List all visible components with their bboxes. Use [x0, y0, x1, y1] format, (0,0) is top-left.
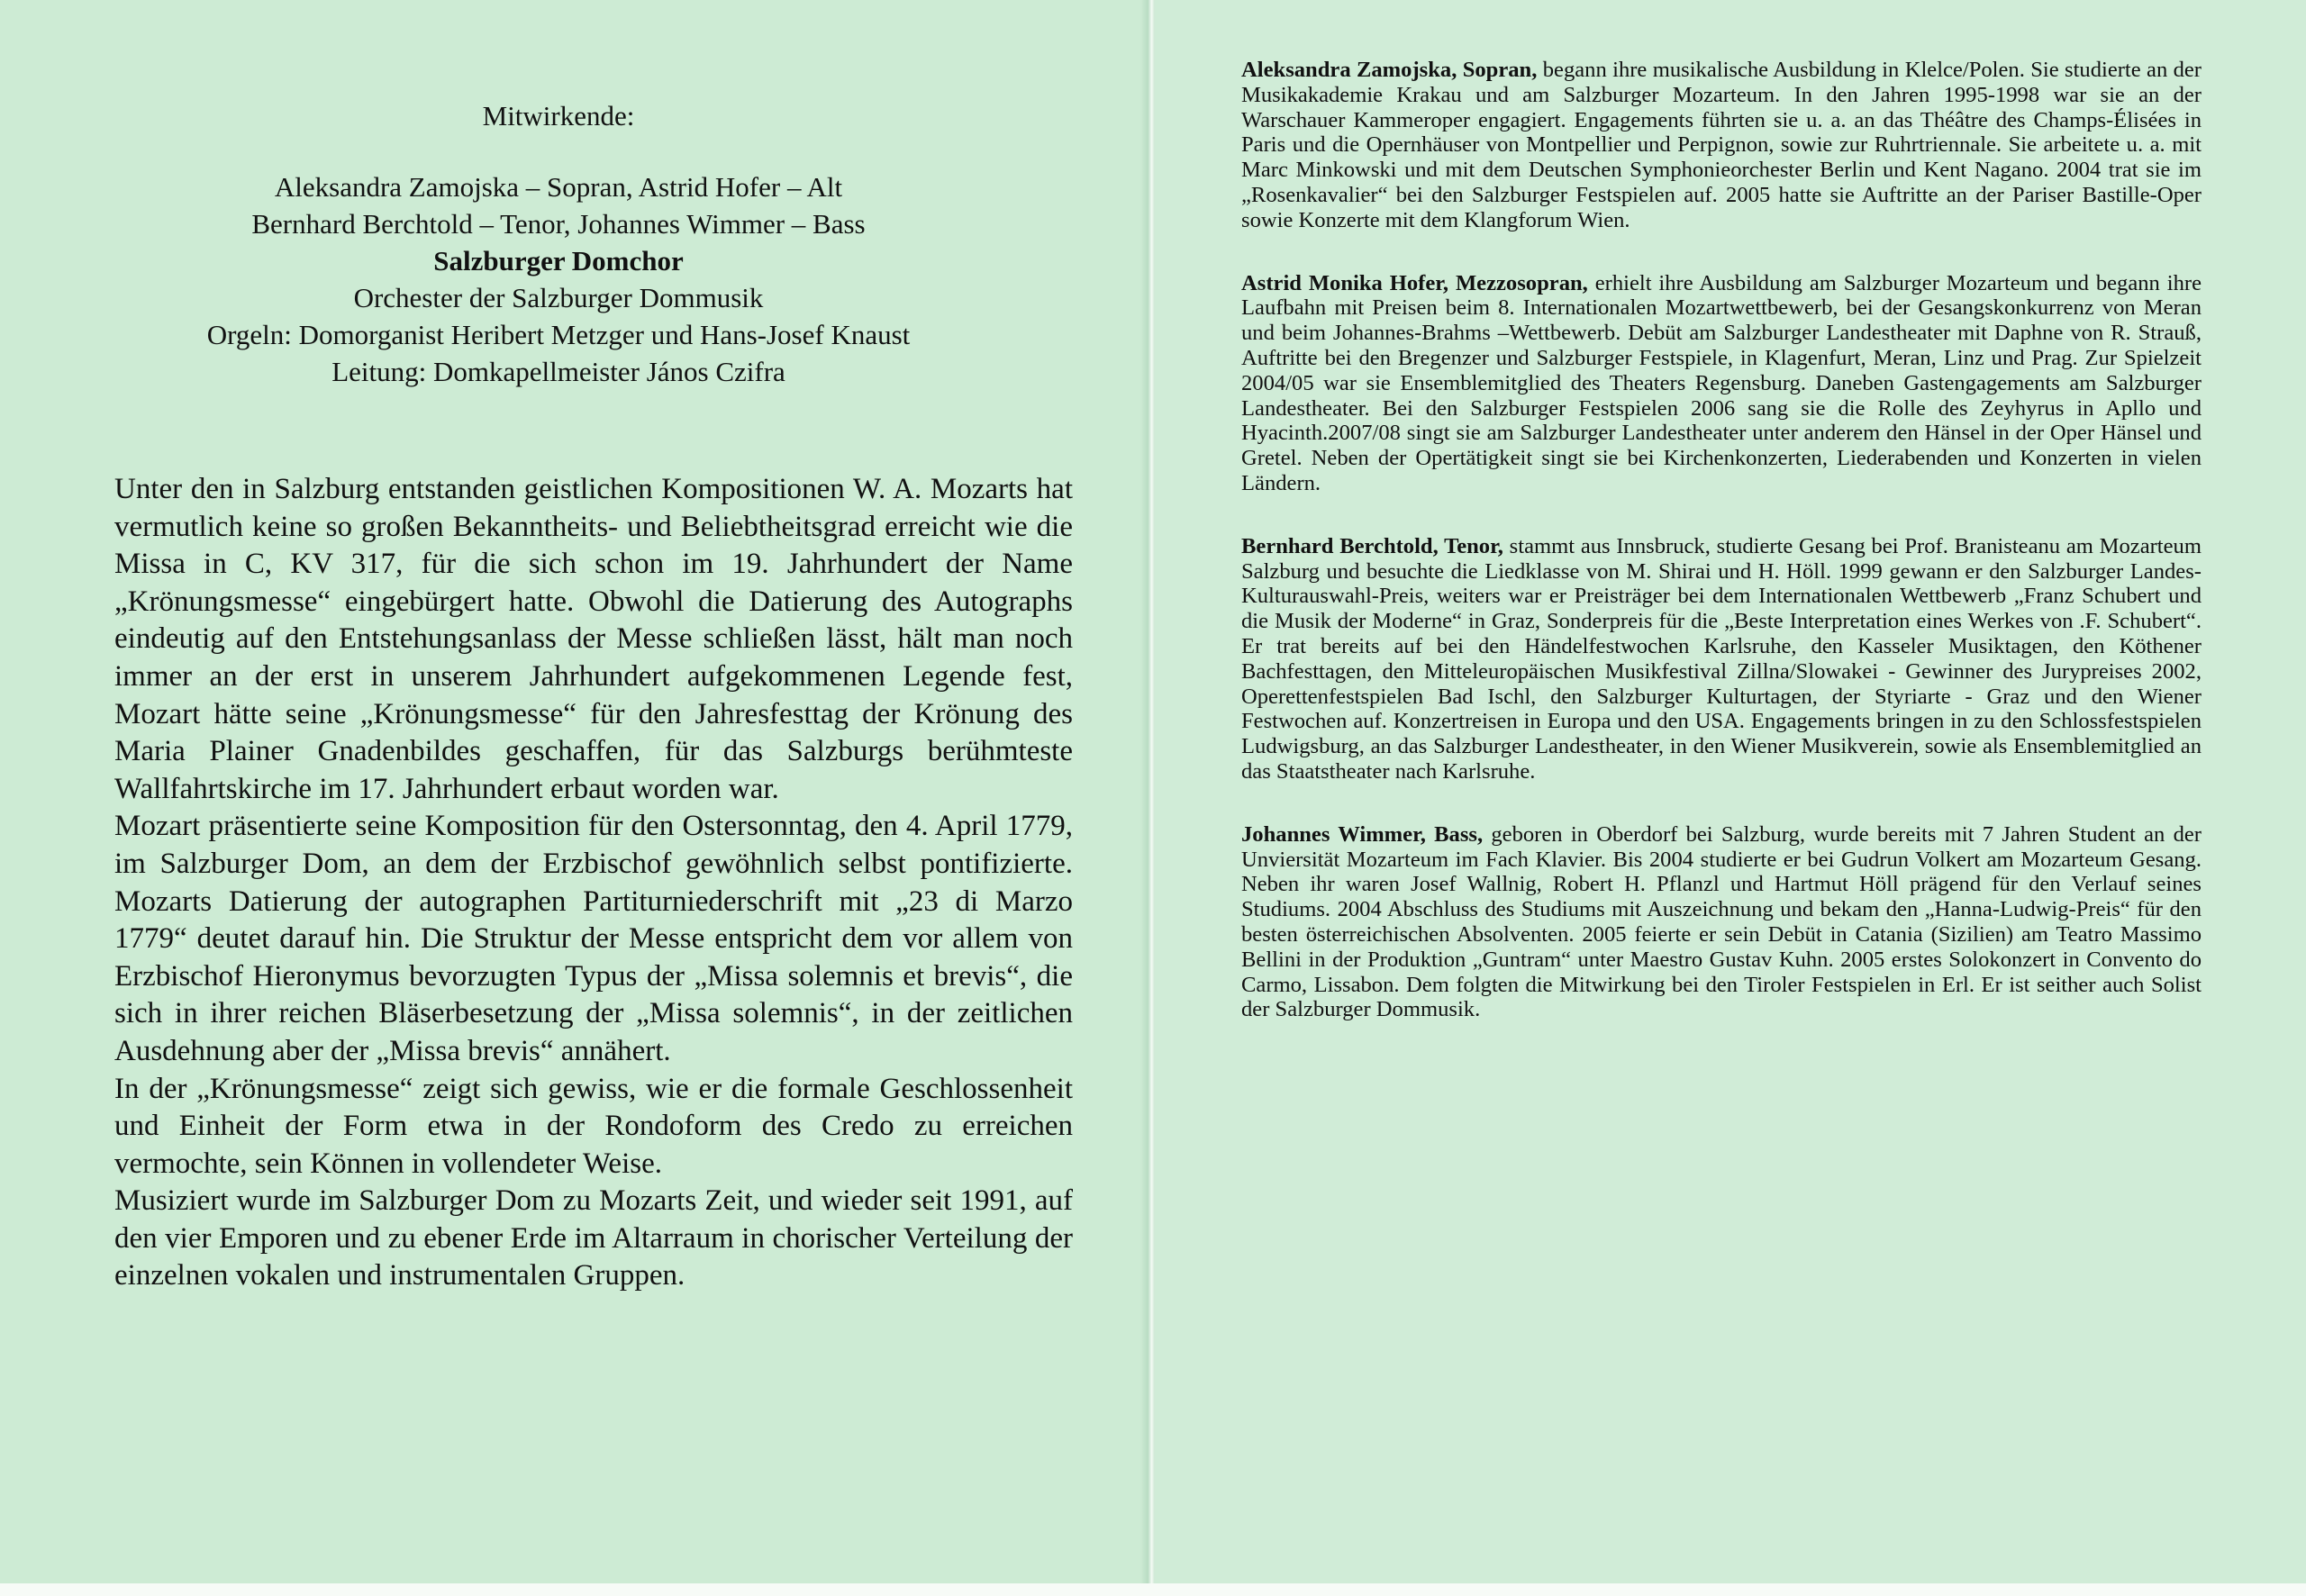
bio-name: Aleksandra Zamojska, Sopran, — [1241, 58, 1538, 82]
paper-bottom-edge — [0, 1583, 2306, 1596]
credits-heading: Mitwirkende: — [482, 100, 635, 131]
bio-zamojska — [1241, 58, 2202, 233]
biographies — [1241, 58, 2202, 1022]
soloists-line-1: Aleksandra Zamojska – Sopran, Astrid Hofer – Alt — [274, 171, 843, 203]
conductor-line: Leitung: Domkapellmeister János Czifra — [331, 356, 785, 387]
bio-name: Astrid Monika Hofer, Mezzosopran, — [1241, 270, 1588, 295]
essay-text — [114, 471, 1073, 1295]
bio-berchtold — [1241, 534, 2202, 784]
bio-text: begann ihre musikalische Ausbildung in Klelce/Polen. Sie studierte an der Musikakademie Krakau und am Salzburger Mozarteum. In den Jahren 1995-1998 war sie an der Warschauer Kammeroper engagiert. Engagements führten sie u. a. an das Théâtre des Champs-Élisées in Paris und die Opernhäuser von Montpellier und Perpignon, sowie zur Ruhrtriennale. Sie arbeitete u. a. mit Marc Minkowski und mit dem Deutschen Symphonieorchester Berlin und Kent Nagano. 2004 trat sie im „Rosenkavalier“ bei den Salzburger Festspielen auf. 2005 hatte sie Auftritte an der Pariser Bastille-Oper sowie Konzerte mit dem Klangforum Wien. — [1241, 58, 2202, 232]
left-page — [0, 0, 1149, 1596]
bio-name: Bernhard Berchtold, Tenor, — [1241, 533, 1503, 558]
organists-line: Orgeln: Domorganist Heribert Metzger und Hans-Josef Knaust — [206, 319, 911, 350]
essay-paragraph: Unter den in Salzburg entstanden geistlichen Kompositionen W. A. Mozarts hat vermutlich keine so großen Bekanntheits- und Beliebtheitsgrad erreicht wie die Missa in C, KV 317, für die sich schon im 19. Jahrhundert der Name „Krönungsmesse“ eingebürgert hatte. Obwohl die Datierung des Autographs eindeutig auf den Entstehungsanlass der Messe schließen lässt, hält man noch immer an der erst in unserem Jahrhundert aufgekommenen Legende fest, Mozart hätte seine „Krönungsmesse“ für den Jahresfesttag der Krönung des Maria Plainer Gnadenbildes geschaffen, für das Salzburgs berühmteste Wallfahrtskirche im 17. Jahrhundert erbaut worden war. — [114, 473, 1073, 805]
bio-text: erhielt ihre Ausbildung am Salzburger Mozarteum und begann ihre Laufbahn mit Preisen beim 8. Internationalen Mozartwettbewerb, bei der Gesangskonkurrenz von Meran und beim Johannes-Brahms –Wettbewerb. Debüt am Salzburger Landestheater mit Daphne von R. Strauß, Auftritte bei den Bregenzer und Salzburger Festspiele, in Klagenfurt, Meran, Linz und Prag. Zur Spielzeit 2004/05 war sie Ensemblemitglied des Theaters Regensburg. Daneben Gastengagements am Salzburger Landestheater. Bei den Salzburger Festspielen 2006 sang sie die Rolle des Zeyhyrus in Apllo und Hyacinth.2007/08 singt sie am Salzburger Landestheater unter anderem den Hänsel in der Oper Hänsel und Gretel. Neben der Opertätigkeit singt sie bei Kirchenkonzerten, Liederabenden und Konzerten in vielen Ländern. — [1241, 270, 2202, 495]
essay-paragraph: Musiziert wurde im Salzburger Dom zu Mozarts Zeit, und wieder seit 1991, auf den vier Emporen und zu ebener Erde im Altarraum in chorischer Verteilung der einzelnen vokalen und instrumentalen Gruppen. — [114, 1184, 1073, 1292]
soloists-line-2: Bernhard Berchtold – Tenor, Johannes Wimmer – Bass — [251, 208, 866, 240]
bio-hofer — [1241, 271, 2202, 496]
credits-block — [108, 97, 1009, 390]
essay-paragraph: In der „Krönungsmesse“ zeigt sich gewiss, wie er die formale Geschlossenheit und Einheit der Form etwa in der Rondoform des Credo zu erreichen vermochte, sein Können in vollendeter Weise. — [114, 1072, 1073, 1180]
orchestra-name: Orchester der Salzburger Dommusik — [353, 282, 764, 313]
essay-paragraph: Mozart präsentierte seine Komposition für den Ostersonntag, den 4. April 1779, im Salzburger Dom, an dem der Erzbischof gewöhnlich selbst pontifizierte. Mozarts Datierung der autographen Partiturniederschrift mit „23 di Marzo 1779“ deutet darauf hin. Die Struktur der Messe entspricht dem vor allem von Erzbischof Hieronymus bevorzugten Typus der „Missa solemnis et brevis“, die sich in ihrer reichen Bläserbesetzung der „Missa solemnis“, in der zeitlichen Ausdehnung aber der „Missa brevis“ annähert. — [114, 810, 1073, 1067]
bio-name: Johannes Wimmer, Bass, — [1241, 821, 1484, 847]
bio-wimmer — [1241, 822, 2202, 1022]
bio-text: geboren in Oberdorf bei Salzburg, wurde bereits mit 7 Jahren Student an der Unviersität Mozarteum im Fach Klavier. Bis 2004 studierte er bei Gudrun Volkert am Mozarteum Gesang. Neben ihr waren Josef Wallnig, Robert H. Pflanzl und Hartmut Höll prägend für den Verlauf seines Studiums. 2004 Abschluss des Studiums mit Auszeichnung und bekam den „Hanna-Ludwig-Preis“ für den besten österreichischen Absolventen. 2005 feierte er sein Debüt in Catania (Sizilien) am Teatro Massimo Bellini in der Produktion „Guntram“ unter Maestro Gustav Kuhn. 2005 erstes Solokonzert in Convento do Carmo, Lissabon. Dem folgten die Mitwirkung bei den Tiroler Festspielen in Erl. Er ist seither auch Solist der Salzburger Dommusik. — [1241, 821, 2202, 1022]
choir-name: Salzburger Domchor — [433, 245, 684, 277]
bio-text: stammt aus Innsbruck, studierte Gesang bei Prof. Branisteanu am Mozarteum Salzburg und besuchte die Liedklasse von M. Shirai und H. Höll. 1999 gewann er den Salzburger Landes-Kulturauswahl-Preis, weiters war er Preisträger bei dem Internationalen Wettbewerb „Franz Schubert und die Musik der Moderne“ in Graz, Sonderpreis für die „Beste Interpretation eines Werkes von .F. Schubert“. Er trat bereits auf bei den Händelfestwochen Karlsruhe, den Kasseler Musiktagen, den Köthener Bachfesttagen, den Mitteleuropäischen Musikfestival Zillna/Slowakei - Gewinner des Jurypreises 2002, Operettenfestspielen Bad Ischl, den Salzburger Kulturtagen, der Styriarte - Graz und den Wiener Festwochen auf. Konzertreisen in Europa und den USA. Engagements bringen in zu den Schlossfestspielen Ludwigsburg, an das Salzburger Landestheater, in den Wiener Musikverein, sowie als Ensemblemitglied an das Staatstheater nach Karlsruhe. — [1241, 533, 2202, 784]
